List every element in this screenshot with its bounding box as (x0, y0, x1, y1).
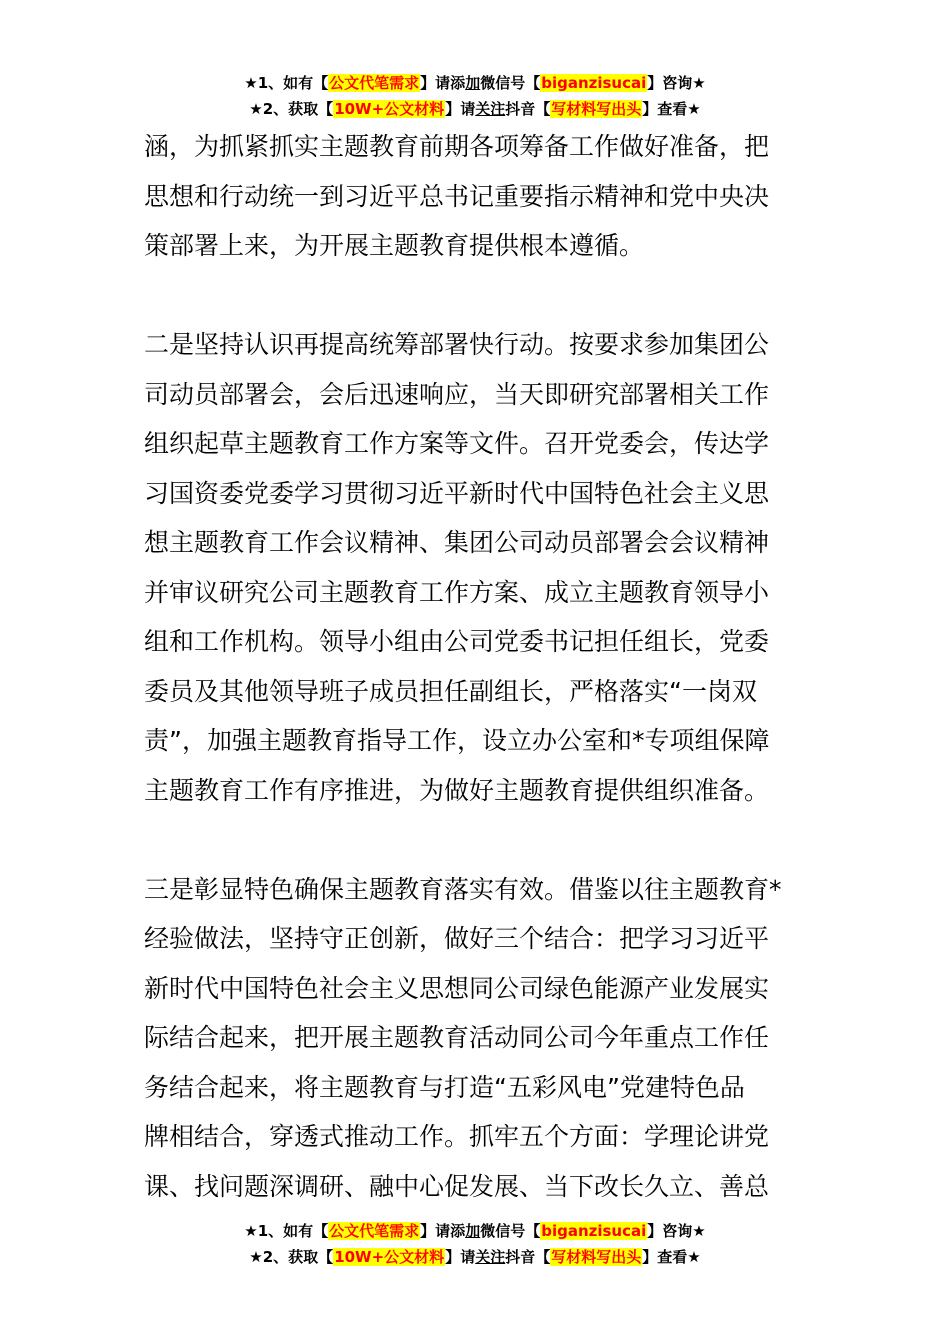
paragraph-2: 二是坚持认识再提高统筹部署快行动。按要求参加集团公 司动员部署会，会后迅速响应，当天即研究部署相关工作 组织起草主题教育工作方案等文件。召开党委会，传达学 习国资委党委学习贯彻习近平新时代中国特色社会主义思 想主题教育工作会议精神、集团公司动员部署会会议精神 并审议研究公司主题教育工作方案、成立主题教育领导小 组和工作机构。领导小组由公司党委书记担任组长，党委 委员及其他领导班子成员担任副组长，严格落实“一岗双 责”，加强主题教育指导工作，设立办公室和*专项组保障 主题教育工作有序推进，为做好主题教育提供组织准备。 (144, 330, 770, 805)
paragraph-1: 涵，为抓紧抓实主题教育前期各项筹备工作做好准备，把 思想和行动统一到习近平总书记重要指示精神和党中央决 策部署上来，为开展主题教育提供根本遵循。 (144, 132, 770, 260)
paragraph-3: 三是彰显特色确保主题教育落实有效。借鉴以往主题教育* 经验做法，坚持守正创新，做好三个结合：把学习习近平 新时代中国特色社会主义思想同公司绿色能源产业发展实 际结合起来，把开展主题教育活动同公司今年重点工作任 务结合起来，将主题教育与打造“五彩风电”党建特色品 牌相结合，穿透式推动工作。抓牢五个方面：学理论讲党 课、找问题深调研、融中心促发展、当下改长久立、善总 (144, 874, 782, 1201)
footer-banner (0, 1218, 950, 1270)
highlight-service: 公文代笔需求 (329, 74, 420, 92)
document-body (144, 122, 814, 1211)
highlight-materials: 10W+公文材料 (334, 1248, 445, 1266)
banner-line-2: ★2、获取【10W+公文材料】请关注抖音【写材料写出头】查看★ (249, 1248, 701, 1266)
highlight-service: 公文代笔需求 (329, 1222, 420, 1240)
highlight-douyin: 写材料写出头 (551, 1248, 642, 1266)
highlight-wechat-id: biganzisucai (541, 74, 647, 92)
banner-line-2: ★2、获取【10W+公文材料】请关注抖音【写材料写出头】查看★ (249, 100, 701, 118)
highlight-douyin: 写材料写出头 (551, 100, 642, 118)
header-banner (0, 70, 950, 122)
paragraph-gap (144, 815, 814, 865)
paragraph-gap (144, 271, 814, 321)
highlight-materials: 10W+公文材料 (334, 100, 445, 118)
banner-line-1: ★1、如有【公文代笔需求】请添加微信号【biganzisucai】咨询★ (244, 74, 706, 92)
banner-line-1: ★1、如有【公文代笔需求】请添加微信号【biganzisucai】咨询★ (244, 1222, 706, 1240)
highlight-wechat-id: biganzisucai (541, 1222, 647, 1240)
